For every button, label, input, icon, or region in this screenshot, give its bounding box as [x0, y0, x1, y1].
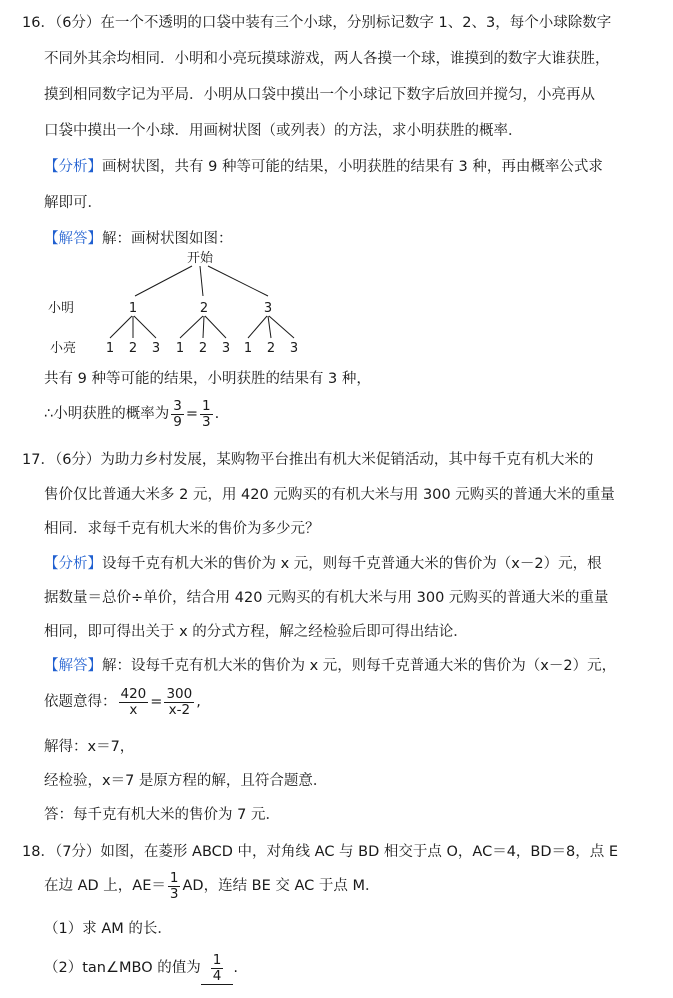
q18-line2-prefix: 在边 AD 上，AE＝	[44, 878, 166, 894]
frac-den: x-2	[168, 701, 191, 718]
q18-text-line-2	[44, 870, 380, 902]
q17-text-line-3: 相同．求每千克有机大米的售价为多少元？	[44, 521, 320, 537]
tree-leaf: 3	[151, 341, 161, 356]
q17-analysis-line-1	[44, 554, 602, 574]
q17-equation	[44, 686, 201, 718]
fraction-1-3	[200, 399, 213, 430]
tree-level1-node-3: 3	[263, 301, 273, 316]
q16-text-line-1: 16．（6分）在一个不透明的口袋中装有三个小球，分别标记数字 1、2、3，每个小球除数字	[22, 15, 612, 31]
q17-answer-text: 解：设每千克有机大米的售价为 x 元，则每千克普通大米的售价为（x－2）元，	[102, 658, 617, 674]
tree-diagram	[40, 248, 320, 360]
fraction-300-x-2	[164, 687, 194, 718]
tree-leaf: 1	[175, 341, 185, 356]
equals-sign: =	[185, 406, 198, 422]
q16-answer-line	[44, 229, 233, 249]
analysis-tag: 【分析】	[44, 159, 102, 175]
q17-analysis-line-3: 相同，即可得出关于 x 的分式方程，解之经检验后即可得出结论．	[44, 624, 468, 640]
frac-num: 1	[212, 951, 222, 968]
frac-num: 1	[201, 397, 211, 414]
q18-text-line-1: 18．（7分）如图，在菱形 ABCD 中，对角线 AC 与 BD 相交于点 O，AC＝4，BD＝8，点 E	[22, 844, 619, 860]
q16-analysis-line-2: 解即可．	[44, 195, 102, 211]
tree-leaf: 1	[243, 341, 253, 356]
q17-solve: 解得：x＝7，	[44, 739, 135, 755]
q17-check: 经检验，x＝7 是原方程的解，且符合题意．	[44, 773, 328, 789]
equals-sign: =	[150, 694, 163, 710]
q16-analysis-text: 画树状图，共有 9 种等可能的结果，小明获胜的结果有 3 种，再由概率公式求	[102, 159, 603, 175]
q18-part2-prefix: （2）tan∠MBO 的值为	[44, 960, 201, 976]
period: .	[214, 406, 220, 422]
q18-line2-suffix: AD，连结 BE 交 AC 于点 M．	[182, 878, 380, 894]
tree-level2-branches	[110, 316, 294, 338]
fraction-420-x	[119, 687, 149, 718]
q18-part-2	[44, 952, 238, 985]
answer-tag: 【解答】	[44, 231, 102, 247]
q16-text-line-2: 不同外其余均相同．小明和小亮玩摸球游戏，两人各摸一个球，谁摸到的数字大谁获胜，	[44, 51, 610, 67]
frac-den: 3	[201, 413, 211, 430]
eq-prefix: 依题意得：	[44, 694, 117, 710]
tree-leaf: 3	[221, 341, 231, 356]
q16-probability	[44, 398, 219, 430]
tree-leaf: 2	[198, 341, 208, 356]
period: .	[233, 960, 238, 976]
frac-den: 4	[212, 967, 222, 984]
q17-analysis-text: 设每千克有机大米的售价为 x 元，则每千克普通大米的售价为（x－2）元，根	[102, 556, 602, 572]
q16-analysis-line-1	[44, 157, 603, 177]
q17-answer-line	[44, 656, 616, 676]
frac-den: x	[129, 701, 138, 718]
analysis-tag: 【分析】	[44, 556, 102, 572]
tree-leaf: 2	[128, 341, 138, 356]
frac-num: 300	[166, 685, 193, 702]
q16-text-line-4: 口袋中摸出一个小球．用画树状图（或列表）的方法，求小明获胜的概率．	[44, 123, 523, 139]
tree-leaf: 1	[105, 341, 115, 356]
frac-den: 9	[173, 413, 182, 430]
tree-level1-node-1: 1	[128, 301, 138, 316]
fraction-1-3	[168, 871, 181, 902]
comma: ,	[196, 694, 201, 710]
q17-text-line-1: 17．（6分）为助力乡村发展，某购物平台推出有机大米促销活动，其中每千克有机大米的	[22, 452, 594, 468]
tree-root: 开始	[186, 251, 214, 266]
q17-text-line-2: 售价仅比普通大米多 2 元，用 420 元购买的有机大米与用 300 元购买的普通大米的重量	[44, 487, 615, 503]
q16-prob-prefix: ∴小明获胜的概率为	[44, 406, 170, 422]
tree-leaf: 3	[289, 341, 299, 356]
answer-tag: 【解答】	[44, 658, 102, 674]
tree-row-label-xiaoliang: 小亮	[50, 341, 77, 356]
frac-num: 3	[173, 397, 182, 414]
fraction-1-4	[211, 953, 224, 984]
fraction-3-9	[171, 399, 184, 430]
q16-answer-intro: 解：画树状图如图：	[102, 231, 233, 247]
frac-num: 420	[120, 685, 147, 702]
q18-part-1: （1）求 AM 的长．	[44, 921, 172, 937]
tree-leaf: 2	[266, 341, 276, 356]
q17-final: 答：每千克有机大米的售价为 7 元．	[44, 807, 280, 823]
q16-result: 共有 9 种等可能的结果，小明获胜的结果有 3 种，	[44, 371, 371, 387]
frac-den: 3	[169, 885, 179, 902]
q16-text-line-3: 摸到相同数字记为平局．小明从口袋中摸出一个小球记下数字后放回并搅匀，小亮再从	[44, 87, 595, 103]
tree-row-label-xiaoming: 小明	[48, 301, 75, 316]
frac-num: 1	[169, 869, 179, 886]
q17-analysis-line-2: 据数量＝总价÷单价，结合用 420 元购买的有机大米与用 300 元购买的普通大米的重量	[44, 590, 609, 606]
answer-blank	[201, 952, 234, 985]
tree-level1-branches	[135, 266, 268, 296]
tree-level1-node-2: 2	[199, 301, 209, 316]
